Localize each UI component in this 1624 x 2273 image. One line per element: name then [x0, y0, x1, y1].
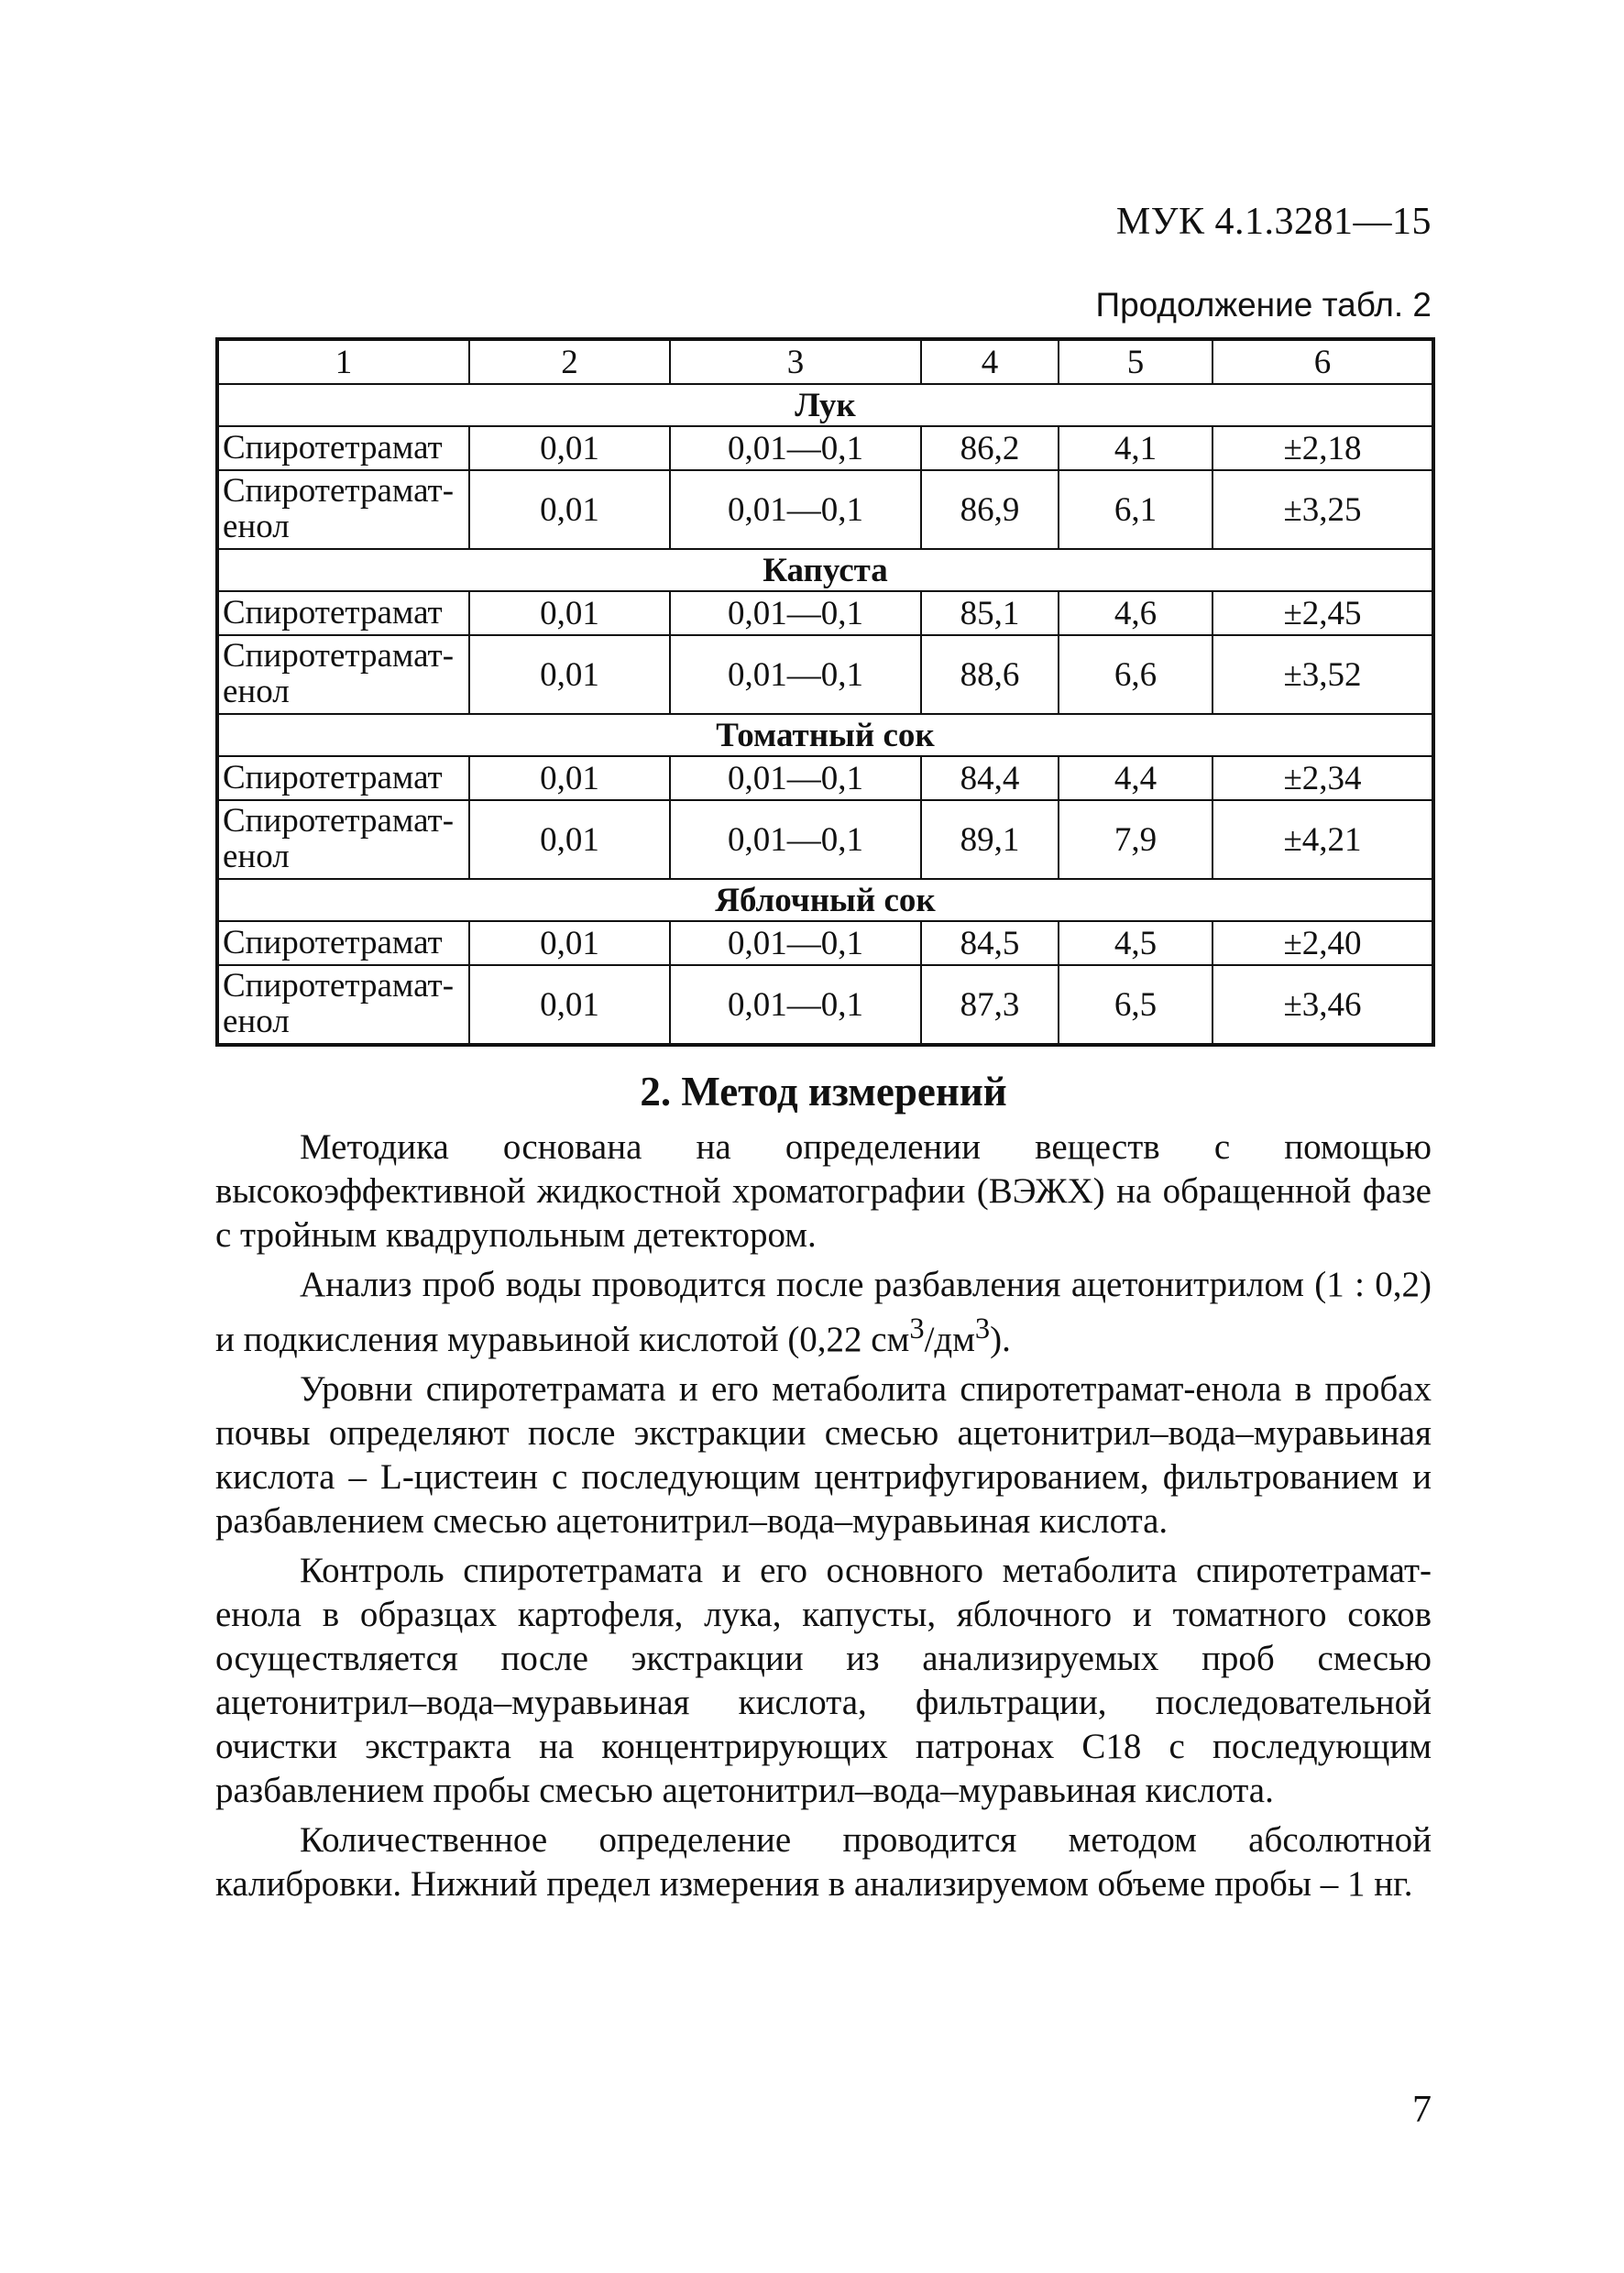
paragraph-text: /дм — [924, 1320, 975, 1359]
group-title: Томатный сок — [217, 714, 1433, 756]
group-title: Капуста — [217, 549, 1433, 591]
table-cell: 0,01 — [469, 470, 670, 549]
compound-name-line: енол — [223, 838, 290, 875]
group-title: Лук — [217, 384, 1433, 426]
table-cell: 6,6 — [1059, 635, 1213, 714]
table-cell: 6,1 — [1059, 470, 1213, 549]
paragraph-text: ). — [990, 1320, 1011, 1359]
table-cell: 0,01 — [469, 756, 670, 800]
table-cell: 0,01 — [469, 426, 670, 470]
page-number: 7 — [1412, 2089, 1432, 2131]
paragraph-text: Анализ проб воды проводится после разбавления ацетонитрилом (1 : 0,2) и подкисления муравьиной кислотой (0,22 см — [215, 1265, 1432, 1359]
table-cell: 0,01 — [469, 921, 670, 965]
table-cell: ±2,34 — [1213, 756, 1433, 800]
section-body — [215, 1126, 1432, 1912]
group-row — [217, 384, 1433, 426]
group-row — [217, 879, 1433, 921]
column-header: 2 — [469, 339, 670, 384]
table-cell: 86,2 — [921, 426, 1059, 470]
paragraph — [215, 1263, 1432, 1362]
group-row — [217, 549, 1433, 591]
table-cell: 0,01—0,1 — [670, 921, 921, 965]
table-row — [217, 426, 1433, 470]
table-cell: 0,01—0,1 — [670, 800, 921, 879]
table-cell: 0,01—0,1 — [670, 756, 921, 800]
table-cell: 0,01—0,1 — [670, 426, 921, 470]
compound-name: Спиротетрамат — [217, 426, 469, 470]
superscript: 3 — [909, 1312, 925, 1345]
section-title: 2. Метод измерений — [640, 1069, 1007, 1115]
compound-name — [217, 470, 469, 549]
table-cell: 0,01—0,1 — [670, 591, 921, 635]
table-cell: 7,9 — [1059, 800, 1213, 879]
table-cell: ±3,52 — [1213, 635, 1433, 714]
table-cell: 84,5 — [921, 921, 1059, 965]
column-header: 3 — [670, 339, 921, 384]
compound-name-line: енол — [223, 673, 290, 710]
table-cell: 87,3 — [921, 965, 1059, 1045]
compound-name-line: Спиротетрамат- — [223, 967, 455, 1005]
compound-name: Спиротетрамат — [217, 921, 469, 965]
column-header: 5 — [1059, 339, 1213, 384]
table-cell: 86,9 — [921, 470, 1059, 549]
paragraph: Уровни спиротетрамата и его метаболита спиротетрамат-енола в пробах почвы определяют после экстракции смесью ацетонитрил–вода–муравьиная кислота – L-цистеин с последующим центрифугированием, фильтрованием и разбавлением смесью ацетонитрил–вода–муравьиная кислота. — [215, 1369, 1432, 1541]
table-cell: 84,4 — [921, 756, 1059, 800]
table-cell: 0,01 — [469, 800, 670, 879]
table-cell: 0,01—0,1 — [670, 635, 921, 714]
results-table — [215, 337, 1435, 1047]
column-header: 1 — [217, 339, 469, 384]
table-cell: 0,01 — [469, 965, 670, 1045]
paragraph: Методика основана на определении веществ с помощью высокоэффективной жидкостной хроматографии (ВЭЖХ) на обращенной фазе с тройным квадрупольным детектором. — [215, 1127, 1432, 1255]
table-cell: 6,5 — [1059, 965, 1213, 1045]
column-header: 4 — [921, 339, 1059, 384]
table-row — [217, 800, 1433, 879]
compound-name: Спиротетрамат — [217, 756, 469, 800]
group-row — [217, 714, 1433, 756]
table-cell: 85,1 — [921, 591, 1059, 635]
compound-name-line: енол — [223, 508, 290, 545]
table-cell: 4,6 — [1059, 591, 1213, 635]
compound-name-line: Спиротетрамат- — [223, 637, 455, 675]
table-row — [217, 921, 1433, 965]
table-row — [217, 965, 1433, 1045]
table-cell: 89,1 — [921, 800, 1059, 879]
table-caption: Продолжение табл. 2 — [1095, 286, 1432, 324]
table-cell: 0,01—0,1 — [670, 965, 921, 1045]
compound-name — [217, 800, 469, 879]
group-title: Яблочный сок — [217, 879, 1433, 921]
table-cell: ±4,21 — [1213, 800, 1433, 879]
table-cell: ±2,18 — [1213, 426, 1433, 470]
table-cell: ±3,25 — [1213, 470, 1433, 549]
superscript: 3 — [974, 1312, 991, 1345]
compound-name — [217, 965, 469, 1045]
table-row — [217, 635, 1433, 714]
table-cell: 0,01 — [469, 591, 670, 635]
table-cell: ±3,46 — [1213, 965, 1433, 1045]
table-cell: 4,4 — [1059, 756, 1213, 800]
table-cell: 0,01 — [469, 635, 670, 714]
compound-name-line: Спиротетрамат- — [223, 802, 455, 840]
table-row — [217, 591, 1433, 635]
paragraph: Количественное определение проводится методом абсолютной калибровки. Нижний предел измерения в анализируемом объеме пробы – 1 нг. — [215, 1820, 1432, 1904]
table-cell: 4,5 — [1059, 921, 1213, 965]
compound-name — [217, 635, 469, 714]
table-cell: ±2,45 — [1213, 591, 1433, 635]
table-cell: 4,1 — [1059, 426, 1213, 470]
table-cell: 0,01—0,1 — [670, 470, 921, 549]
table-cell: ±2,40 — [1213, 921, 1433, 965]
column-header: 6 — [1213, 339, 1433, 384]
compound-name-line: Спиротетрамат- — [223, 472, 455, 511]
compound-name-line: енол — [223, 1003, 290, 1040]
compound-name: Спиротетрамат — [217, 591, 469, 635]
table-row — [217, 756, 1433, 800]
document-code: МУК 4.1.3281—15 — [1115, 201, 1432, 243]
table-row — [217, 470, 1433, 549]
table-header-row — [217, 339, 1433, 384]
paragraph: Контроль спиротетрамата и его основного метаболита спиротетрамат-енола в образцах картофеля, лука, капусты, яблочного и томатного соков осуществляется после экстракции из анализируемых проб смесью ацетонитрил–вода–муравьиная кислота, фильтрации, последовательной очистки экстракта на концентрирующих патронах С18 с последующим разбавлением пробы смесью ацетонитрил–вода–муравьиная кислота. — [215, 1551, 1432, 1810]
table-cell: 88,6 — [921, 635, 1059, 714]
